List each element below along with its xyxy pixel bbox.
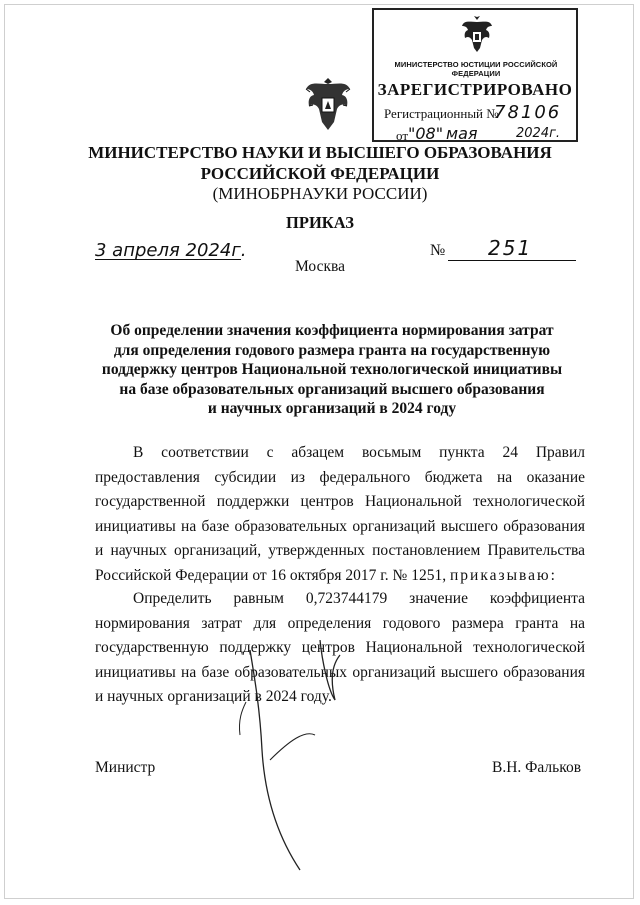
stamp-date-month: мая	[446, 124, 478, 143]
signatory-position: Министр	[95, 759, 156, 776]
stamp-date-year: 2024г.	[516, 126, 561, 141]
order-date: 3 апреля 2024г.	[95, 240, 247, 261]
paragraph-text: Определить равным 0,723744179 значение коэффициента нормирования затрат для определения годового размера гранта на государственную поддержку центров Национальной технологической инициативы на базе образовательных организаций высшего образования и научных организаций в 2024 году.	[95, 590, 585, 705]
order-number: 251	[488, 236, 533, 260]
title-line: на базе образовательных организаций высшего образования	[119, 380, 545, 398]
stamp-registered-label: ЗАРЕГИСТРИРОВАНО	[377, 80, 573, 99]
paragraph-text: В соответствии с абзацем восьмым пункта 24 Правил предоставления субсидии из федерального бюджета на оказание государственной поддержки центров Национальной технологической инициативы на базе образовательных организаций высшего образования и научных организаций, утвержденных постановлением Правительства Российской Федерации от 16 октября 2017 г. № 1251,	[95, 444, 585, 584]
stamp-date-day: "08"	[408, 124, 444, 143]
title-line: и научных организаций в 2024 году	[207, 400, 457, 417]
stamp-ministry-name: МИНИСТЕРСТВО ЮСТИЦИИ РОССИЙСКОЙ ФЕДЕРАЦИИ	[394, 60, 558, 78]
ministry-short-name: (МИНОБРНАУКИ РОССИИ)	[212, 184, 428, 203]
document-type: ПРИКАЗ	[286, 213, 354, 232]
city: Москва	[295, 258, 345, 275]
ministry-name-line1: МИНИСТЕРСТВО НАУКИ И ВЫСШЕГО ОБРАЗОВАНИЯ	[88, 143, 552, 162]
stamp-date-prefix: от	[396, 128, 409, 143]
signatory-name: В.Н. Фальков	[492, 759, 582, 776]
number-sign: №	[430, 242, 446, 259]
command-word: приказываю:	[449, 566, 557, 584]
order-title	[100, 321, 564, 419]
ministry-name-line2: РОССИЙСКОЙ ФЕДЕРАЦИИ	[200, 164, 440, 183]
body-paragraph-1	[95, 441, 585, 588]
registration-stamp	[372, 8, 578, 142]
handwritten-signature	[210, 640, 390, 880]
title-line: для определения годового размера гранта на государственную	[113, 341, 551, 359]
title-line: Об определении значения коэффициента нормирования затрат	[110, 322, 554, 339]
coat-of-arms-icon	[303, 74, 353, 134]
double-headed-eagle-icon	[460, 14, 494, 54]
stamp-reg-number: 78106	[494, 102, 562, 123]
title-line: поддержку центров Национальной технологической инициативы	[101, 361, 563, 378]
stamp-reg-number-label: Регистрационный №	[384, 106, 499, 121]
